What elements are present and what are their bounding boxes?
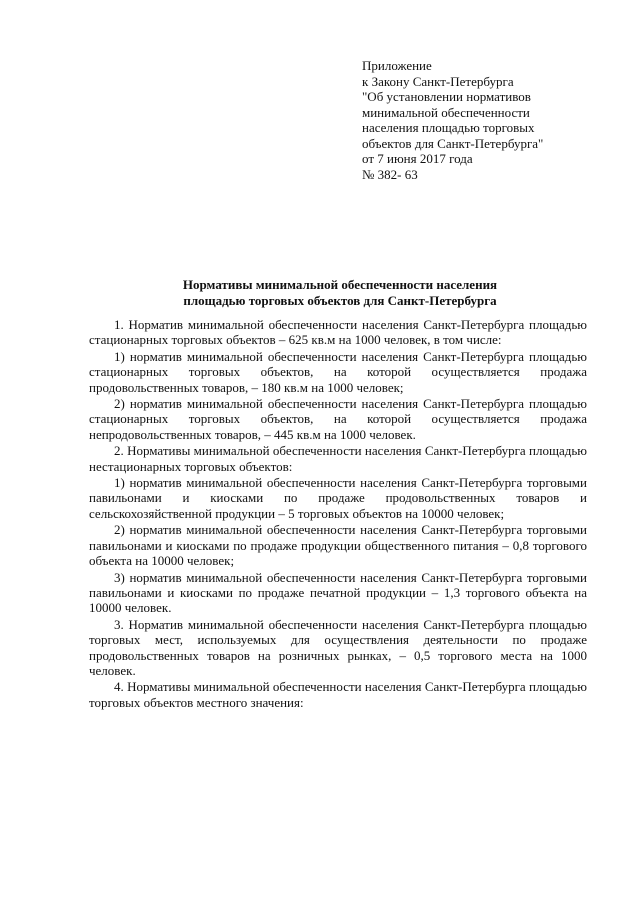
appendix-block bbox=[362, 58, 612, 182]
title-line: Нормативы минимальной обеспеченности населения bbox=[182, 277, 498, 292]
document-body bbox=[89, 317, 587, 711]
paragraph-4: 4. Нормативы минимальной обеспеченности населения Санкт-Петербурга площадью торговых объектов местного значения: bbox=[89, 679, 587, 710]
paragraph-2: 2. Нормативы минимальной обеспеченности населения Санкт-Петербурга площадью нестационарных торговых объектов: bbox=[89, 443, 587, 474]
appendix-line: объектов для Санкт-Петербурга" bbox=[362, 135, 544, 151]
paragraph-2-2: 2) норматив минимальной обеспеченности населения Санкт-Петербурга торговыми павильонами и киосками по продаже продукции общественного питания – 0,8 торгового объекта на 10000 человек; bbox=[89, 522, 587, 569]
appendix-date: от 7 июня 2017 года bbox=[362, 151, 473, 166]
paragraph-2-1: 1) норматив минимальной обеспеченности населения Санкт-Петербурга торговыми павильонами и киосками по продаже продовольственных товаров и сельскохозяйственной продукции – 5 торговых объектов на 10000 человек; bbox=[89, 475, 587, 521]
appendix-line: "Об установлении нормативов bbox=[362, 89, 531, 104]
paragraph-1-1: 1) норматив минимальной обеспеченности населения Санкт-Петербурга площадью стационарных торговых объектов, на которой осуществляется продажа продовольственных товаров, – 180 кв.м на 1000 человек; bbox=[89, 348, 587, 395]
appendix-line: к Закону Санкт-Петербурга bbox=[362, 73, 514, 89]
paragraph-1-2: 2) норматив минимальной обеспеченности населения Санкт-Петербурга площадью стационарных торговых объектов, на которой осуществляется продажа непродовольственных товаров, – 445 кв.м на 1000 человек. bbox=[89, 396, 587, 442]
appendix-line: минимальной обеспеченности bbox=[362, 104, 530, 120]
document-title bbox=[90, 277, 590, 308]
appendix-number: № 382- 63 bbox=[362, 166, 418, 182]
paragraph-3: 3. Норматив минимальной обеспеченности населения Санкт-Петербурга площадью торговых мест, используемых для осуществления деятельности по продаже продовольственных товаров на розничных рынках, – 0,5 торгового места на 1000 человек. bbox=[89, 616, 587, 678]
title-line: площадью торговых объектов для Санкт-Петербурга bbox=[183, 292, 497, 308]
paragraph-1: 1. Норматив минимальной обеспеченности населения Санкт-Петербурга площадью стационарных торговых объектов – 625 кв.м на 1000 человек, в том числе: bbox=[89, 317, 587, 348]
appendix-line: Приложение bbox=[362, 58, 432, 73]
appendix-line: населения площадью торговых bbox=[362, 120, 535, 135]
paragraph-2-3: 3) норматив минимальной обеспеченности населения Санкт-Петербурга торговыми павильонами и киосками по продаже печатной продукции – 1,3 торгового объекта на 10000 человек. bbox=[89, 569, 587, 616]
